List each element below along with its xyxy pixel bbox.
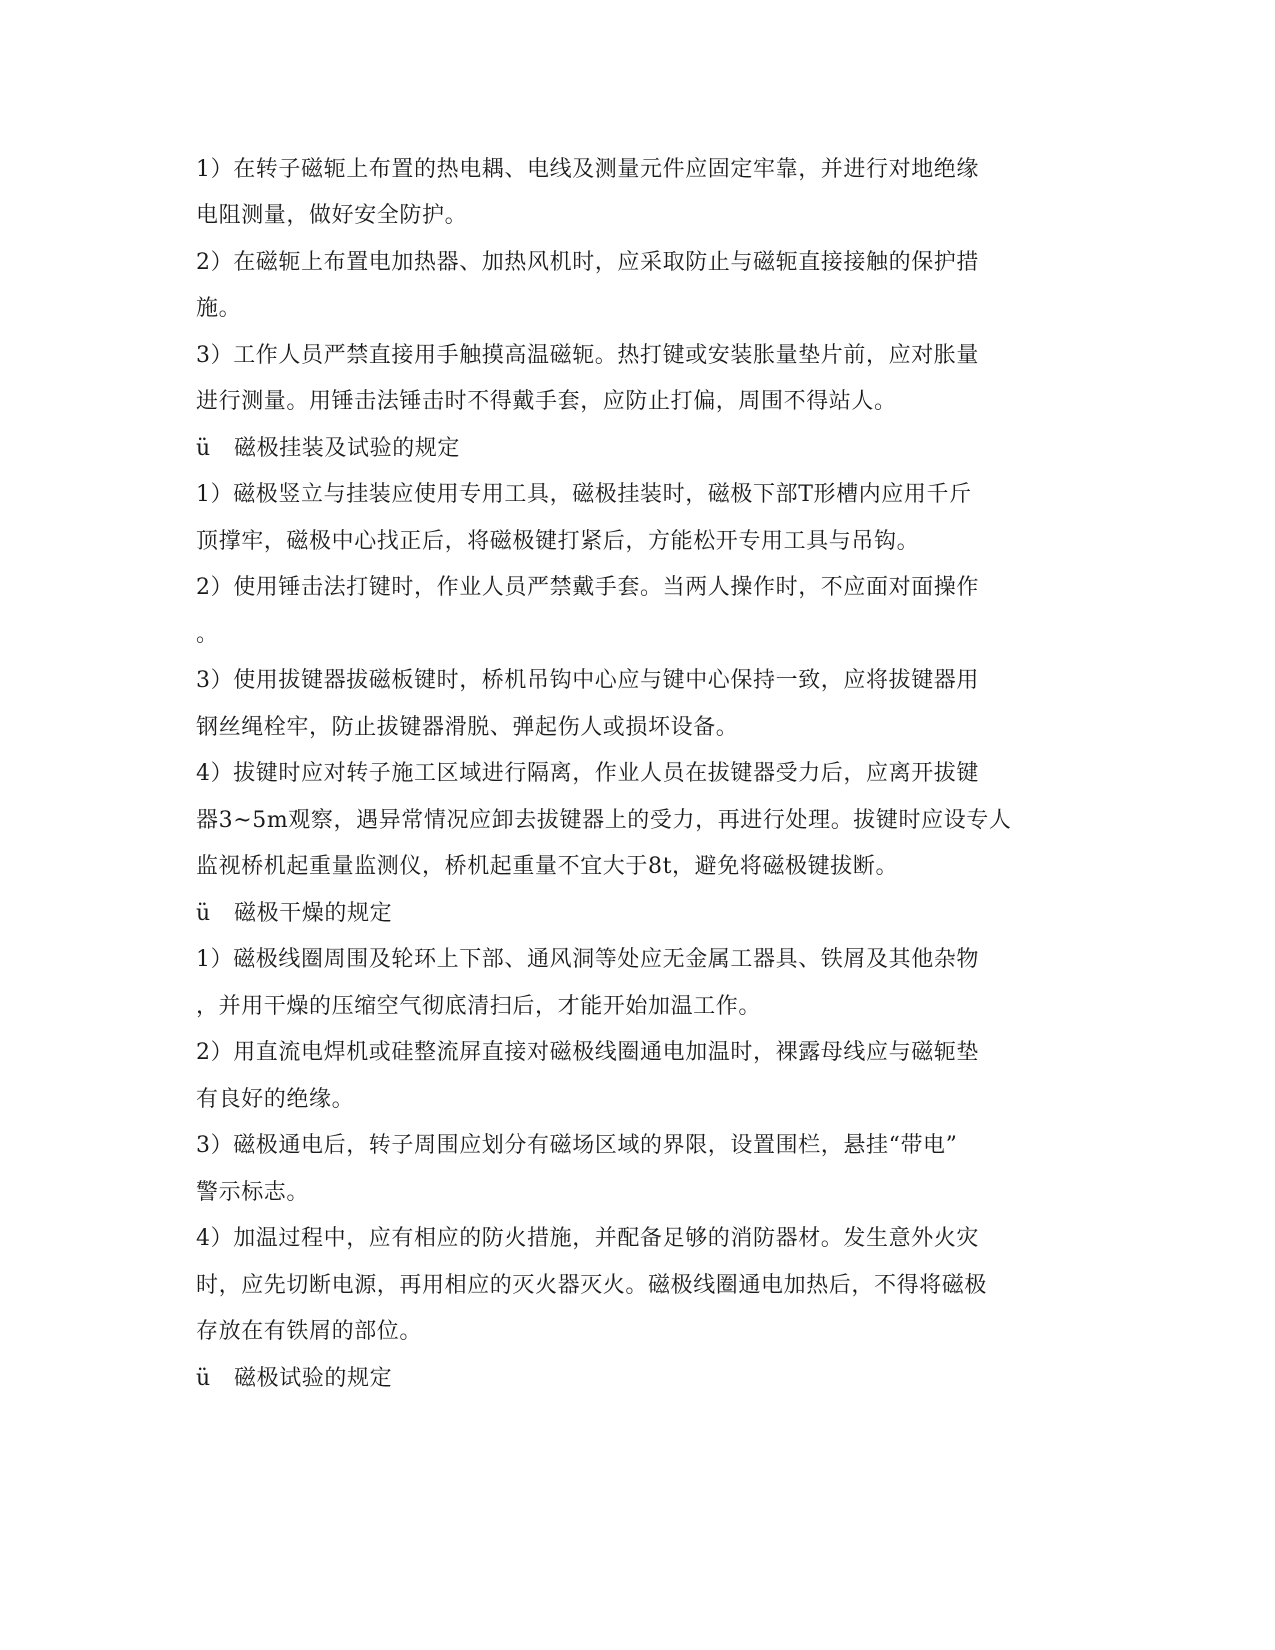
paragraph-line: 存放在有铁屑的部位。 <box>196 1319 423 1344</box>
paragraph-line: 4）拔键时应对转子施工区域进行隔离，作业人员在拔键器受力后，应离开拔键 <box>196 761 979 786</box>
heading-text: 磁极挂装及试验的规定 <box>234 436 461 461</box>
paragraph-line: 有良好的绝缘。 <box>196 1087 355 1112</box>
paragraph-line: 2）在磁轭上布置电加热器、加热风机时，应采取防止与磁轭直接接触的保护措 <box>196 250 979 275</box>
paragraph-line: 进行测量。用锤击法锤击时不得戴手套，应防止打偏，周围不得站人。 <box>196 389 897 414</box>
paragraph-line: 2）用直流电焊机或硅整流屏直接对磁极线圈通电加温时，裸露母线应与磁轭垫 <box>196 1040 979 1065</box>
paragraph-line: 3）工作人员严禁直接用手触摸高温磁轭。热打键或安装胀量垫片前，应对胀量 <box>196 343 979 368</box>
bullet-mark: ü <box>196 901 211 926</box>
section-heading <box>196 434 460 464</box>
paragraph-line: 施。 <box>196 296 242 321</box>
paragraph-line: 2）使用锤击法打键时，作业人员严禁戴手套。当两人操作时，不应面对面操作 <box>196 575 979 600</box>
paragraph-line: 1）在转子磁轭上布置的热电耦、电线及测量元件应固定牢靠，并进行对地绝缘 <box>196 157 979 182</box>
bullet-mark: ü <box>196 436 211 461</box>
paragraph-line: 时，应先切断电源，再用相应的灭火器灭火。磁极线圈通电加热后，不得将磁极 <box>196 1273 988 1298</box>
paragraph-line: 3）磁极通电后，转子周围应划分有磁场区域的界限，设置围栏，悬挂“带电” <box>196 1133 958 1158</box>
paragraph-line: 电阻测量，做好安全防护。 <box>196 203 468 228</box>
paragraph-line: 。 <box>196 622 219 647</box>
paragraph-line: 4）加温过程中，应有相应的防火措施，并配备足够的消防器材。发生意外火灾 <box>196 1226 979 1251</box>
heading-text: 磁极试验的规定 <box>234 1366 393 1391</box>
paragraph-line: 顶撑牢，磁极中心找正后，将磁极键打紧后，方能松开专用工具与吊钩。 <box>196 529 920 554</box>
paragraph-line: ，并用干燥的压缩空气彻底清扫后，才能开始加温工作。 <box>196 994 762 1019</box>
section-heading <box>196 1364 392 1394</box>
section-heading <box>196 899 392 929</box>
paragraph-line: 钢丝绳栓牢，防止拔键器滑脱、弹起伤人或损坏设备。 <box>196 715 739 740</box>
heading-text: 磁极干燥的规定 <box>234 901 393 926</box>
bullet-mark: ü <box>196 1366 211 1391</box>
paragraph-line: 监视桥机起重量监测仪，桥机起重量不宜大于8t，避免将磁极键拔断。 <box>196 854 899 879</box>
paragraph-line: 1）磁极线圈周围及轮环上下部、通风洞等处应无金属工器具、铁屑及其他杂物 <box>196 947 979 972</box>
paragraph-line: 器3~5m观察，遇异常情况应卸去拔键器上的受力，再进行处理。拔键时应设专人 <box>196 808 1012 833</box>
paragraph-line: 警示标志。 <box>196 1180 310 1205</box>
paragraph-line: 1）磁极竖立与挂装应使用专用工具，磁极挂装时，磁极下部T形槽内应用千斤 <box>196 482 972 507</box>
paragraph-line: 3）使用拔键器拔磁板键时，桥机吊钩中心应与键中心保持一致，应将拔键器用 <box>196 668 979 693</box>
